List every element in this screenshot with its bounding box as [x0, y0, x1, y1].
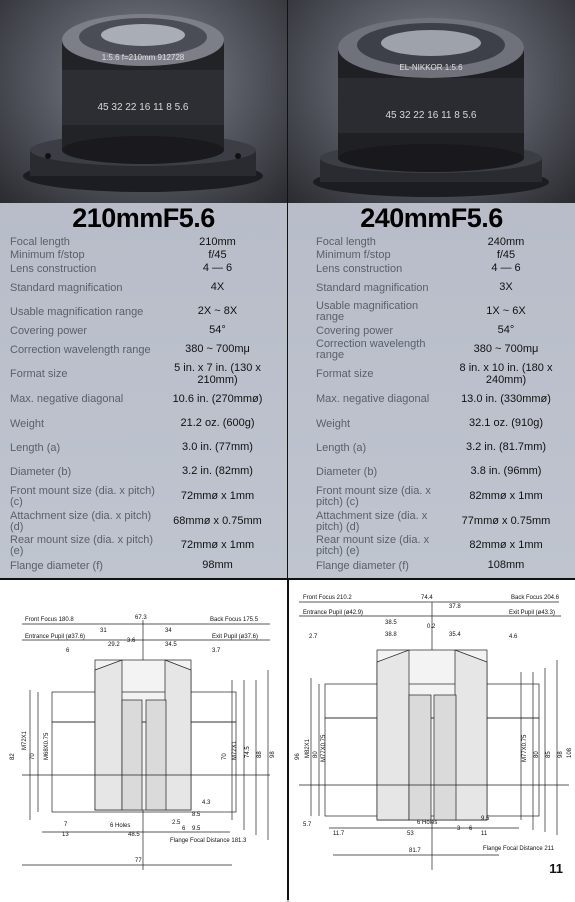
- spec-row: [10, 338, 280, 362]
- spec-label: Flange diameter (f): [10, 559, 103, 572]
- spec-value: 98mm: [202, 559, 233, 572]
- spec-row: [316, 460, 566, 484]
- spec-value: 72mmø x 1mm: [180, 539, 255, 552]
- spec-label: Rear mount size (dia. x pitch) (e): [316, 534, 430, 557]
- spec-row: [316, 362, 566, 387]
- spec-row: [316, 300, 566, 324]
- spec-row: [10, 484, 280, 510]
- spec-label: Standard magnification: [316, 281, 429, 294]
- spec-label: Attachment size (dia. x pitch) (d): [10, 510, 152, 533]
- dim-label: M82X1: [305, 738, 311, 758]
- dim-label: M72X1: [232, 740, 238, 760]
- dim-label: 74.5: [245, 746, 251, 758]
- spec-label: Diameter (b): [316, 465, 378, 478]
- spec-row: [10, 460, 280, 484]
- spec-value: 68mmø x 0.75mm: [173, 515, 262, 528]
- exit-pupil-label: Exit Pupil (ø43.3): [509, 610, 556, 616]
- dim-label: 8.5: [192, 812, 201, 818]
- spec-value: 82mmø x 1mm: [469, 539, 543, 552]
- spec-value: 240mm: [487, 235, 525, 248]
- dim-label: 4.6: [509, 634, 518, 640]
- spec-value: 13.0 in. (330mmø): [461, 392, 551, 405]
- flange-focal-label: Flange Focal Distance 211: [483, 846, 554, 852]
- dim-label: 38.8: [385, 632, 397, 638]
- back-focus-label: Back Focus 175.5: [210, 617, 259, 623]
- front-focus-label: Front Focus 210.2: [303, 595, 352, 601]
- spec-label: Weight: [10, 417, 45, 430]
- spec-row: [316, 249, 566, 262]
- lens-photo-210mm: [0, 0, 287, 203]
- spec-row: [316, 262, 566, 276]
- spec-label: Covering power: [10, 324, 88, 337]
- spec-value: 3X: [499, 281, 513, 294]
- flange-focal-label: Flange Focal Distance 181.3: [170, 838, 247, 844]
- dim-label: 11: [481, 831, 488, 837]
- spec-label: Format size: [10, 368, 68, 380]
- spec-label: Length (a): [10, 441, 61, 454]
- left-lens-panel: [0, 0, 287, 578]
- lens-title-240mm: 240mmF5.6: [360, 203, 503, 233]
- dimension-diagram-240mm: [289, 578, 575, 902]
- spec-row: [10, 262, 280, 276]
- spec-value: 4 — 6: [202, 262, 233, 275]
- spec-row: [316, 387, 566, 412]
- dim-label: 67.3: [135, 615, 147, 621]
- spec-row: [316, 510, 566, 534]
- spec-value: 72mmø x 1mm: [180, 490, 255, 503]
- spec-row: [10, 276, 280, 300]
- spec-label: Correction wavelength range: [10, 343, 151, 356]
- dim-label: 34.5: [165, 642, 177, 648]
- spec-label: Usable magnification range: [316, 300, 419, 323]
- spec-label: Max. negative diagonal: [316, 393, 430, 405]
- dim-label: 9.5: [192, 826, 201, 832]
- lens-marking-text: 1:5.6 f=210mm 912728: [101, 53, 185, 62]
- dim-label: M77X0.75: [522, 734, 528, 762]
- dim-label: 37.8: [449, 604, 461, 610]
- dim-label: 29.2: [108, 642, 120, 648]
- spec-row: [316, 484, 566, 510]
- spec-value: 5 in. x 7 in. (130 x 210mm): [174, 362, 261, 386]
- aperture-scale: 45 32 22 16 11 8 5.6: [385, 110, 477, 121]
- spec-value: 4 — 6: [491, 262, 521, 275]
- dim-label: 74.4: [421, 595, 433, 601]
- spec-value: 380 ~ 700mμ: [185, 343, 250, 356]
- dim-label: 38.5: [385, 620, 397, 626]
- spec-value: 54°: [497, 324, 515, 337]
- dim-label: 70: [222, 753, 228, 760]
- spec-value: 32.1 oz. (910g): [469, 417, 543, 430]
- lens-illustration-240mm: [288, 0, 575, 203]
- spec-label: Minimum f/stop: [316, 249, 391, 261]
- spec-value: 8 in. x 10 in. (180 x 240mm): [459, 362, 553, 386]
- spec-value: 3.0 in. (77mm): [182, 441, 253, 454]
- entrance-pupil-label: Entrance Pupil (ø42.9): [303, 610, 364, 616]
- spec-row: [316, 436, 566, 460]
- dim-label: 70: [30, 753, 36, 760]
- spec-label: Usable magnification range: [10, 305, 144, 318]
- spec-value: 3.2 in. (81.7mm): [465, 441, 547, 454]
- spec-value: 10.6 in. (270mmø): [172, 392, 263, 405]
- dim-label: 98: [270, 751, 276, 758]
- spec-row: [10, 362, 280, 387]
- dim-label: M72X1: [22, 730, 28, 750]
- dim-label: 6: [66, 648, 70, 654]
- dim-label: 34: [165, 628, 172, 634]
- spec-value: 1X ~ 6X: [486, 305, 526, 318]
- spec-row: [316, 324, 566, 338]
- spec-label: Flange diameter (f): [316, 559, 409, 572]
- spec-value: 21.2 oz. (600g): [180, 417, 255, 430]
- dim-label: 53: [407, 831, 414, 837]
- spec-value: 82mmø x 1mm: [469, 490, 543, 503]
- spec-label: Lens construction: [10, 262, 97, 275]
- dim-label: 96: [295, 753, 301, 760]
- spec-row: [10, 510, 280, 534]
- dim-label: 88: [257, 751, 263, 758]
- lens-photo-240mm: [288, 0, 575, 203]
- dim-label: 4.3: [202, 800, 211, 806]
- dim-label: 9.5: [481, 816, 490, 822]
- dim-label: 6: [469, 826, 473, 832]
- dim-label: M77X0.75: [321, 734, 327, 762]
- spec-value: 108mm: [487, 559, 525, 572]
- dim-label: 35.4: [449, 632, 461, 638]
- dim-label: 3: [457, 826, 461, 832]
- dim-label: 11.7: [333, 831, 345, 837]
- exit-pupil-label: Exit Pupil (ø37.6): [212, 634, 259, 640]
- dim-label: 108: [567, 747, 573, 758]
- spec-label: Diameter (b): [10, 465, 72, 478]
- dim-label: 80: [534, 751, 540, 758]
- page-number: 11: [549, 861, 563, 876]
- spec-label: Focal length: [10, 236, 70, 248]
- spec-label: Attachment size (dia. x pitch) (d): [316, 510, 428, 533]
- spec-row: [10, 412, 280, 436]
- spec-value: 4X: [210, 281, 225, 294]
- spec-value: 210mm: [199, 235, 236, 248]
- lens-marking-text: EL-NIKKOR 1:5.6: [399, 63, 463, 72]
- spec-label: Rear mount size (dia. x pitch) (e): [10, 534, 154, 557]
- spec-value: 3.8 in. (96mm): [470, 465, 542, 478]
- spec-label: Max. negative diagonal: [10, 393, 124, 405]
- spec-row: [316, 276, 566, 300]
- spec-row: [10, 387, 280, 412]
- spec-value: f/45: [208, 248, 227, 261]
- spec-label: Standard magnification: [10, 281, 123, 294]
- dim-label: 5.7: [303, 822, 312, 828]
- spec-row: [316, 236, 566, 249]
- spec-label: Format size: [316, 368, 374, 380]
- lens-illustration-210mm: [0, 0, 287, 203]
- spec-label: Correction wavelength range: [316, 338, 426, 361]
- dimension-diagram-210mm: [0, 578, 287, 902]
- spec-row: [316, 412, 566, 436]
- holes-label: 6 Holes: [110, 823, 131, 829]
- spec-value: 3.2 in. (82mm): [182, 465, 253, 478]
- aperture-scale: 45 32 22 16 11 8 5.6: [97, 102, 189, 113]
- spec-label: Covering power: [316, 324, 394, 337]
- spec-row: [10, 236, 280, 249]
- spec-table-210mm: [10, 236, 280, 574]
- dim-label: 82: [10, 753, 16, 760]
- dim-label: 31: [100, 628, 107, 634]
- spec-value: 54°: [209, 324, 226, 337]
- dim-label: 80: [313, 751, 319, 758]
- dim-label: 81.7: [409, 848, 421, 854]
- spec-label: Minimum f/stop: [10, 249, 85, 261]
- dim-label: 77: [135, 858, 142, 864]
- spec-table-240mm: [316, 236, 566, 574]
- back-focus-label: Back Focus 204.6: [511, 595, 560, 601]
- dim-label: 3.7: [212, 648, 221, 654]
- dim-label: 7: [64, 822, 68, 828]
- dim-label: 2.7: [309, 634, 318, 640]
- spec-row: [10, 534, 280, 558]
- spec-value: 77mmø x 0.75mm: [461, 515, 551, 528]
- spec-row: [10, 300, 280, 324]
- spec-row: [10, 249, 280, 262]
- dim-label: 2.5: [172, 820, 181, 826]
- spec-label: Weight: [316, 417, 351, 430]
- spec-value: 2X ~ 8X: [197, 305, 238, 318]
- dim-label: M68X0.75: [44, 732, 50, 760]
- spec-label: Lens construction: [316, 262, 403, 275]
- diagram-drawing-240mm: [289, 580, 575, 902]
- dim-label: 6: [182, 826, 186, 832]
- diagram-drawing-210mm: [0, 580, 287, 902]
- lens-title-210mm: 210mmF5.6: [72, 203, 215, 233]
- spec-row: [10, 324, 280, 338]
- spec-row: [316, 558, 566, 574]
- right-lens-panel: [288, 0, 575, 578]
- spec-value: 380 ~ 700mμ: [473, 343, 539, 356]
- spec-label: Front mount size (dia. x pitch) (c): [316, 485, 431, 508]
- dim-label: 13: [62, 832, 69, 838]
- dim-label: 85: [546, 751, 552, 758]
- spec-row: [316, 338, 566, 362]
- spec-row: [10, 436, 280, 460]
- entrance-pupil-label: Entrance Pupil (ø37.6): [25, 634, 86, 640]
- spec-value: f/45: [496, 248, 516, 261]
- dim-label: 48.5: [128, 832, 140, 838]
- spec-label: Length (a): [316, 441, 367, 454]
- dim-label: 98: [558, 751, 564, 758]
- front-focus-label: Front Focus 180.8: [25, 617, 74, 623]
- spec-label: Focal length: [316, 236, 376, 248]
- spec-label: Front mount size (dia. x pitch) (c): [10, 485, 155, 508]
- dim-label: 0.2: [427, 624, 436, 630]
- spec-row: [10, 558, 280, 574]
- spec-row: [316, 534, 566, 558]
- dim-label: 3.6: [127, 638, 136, 644]
- holes-label: 6 Holes: [417, 820, 438, 826]
